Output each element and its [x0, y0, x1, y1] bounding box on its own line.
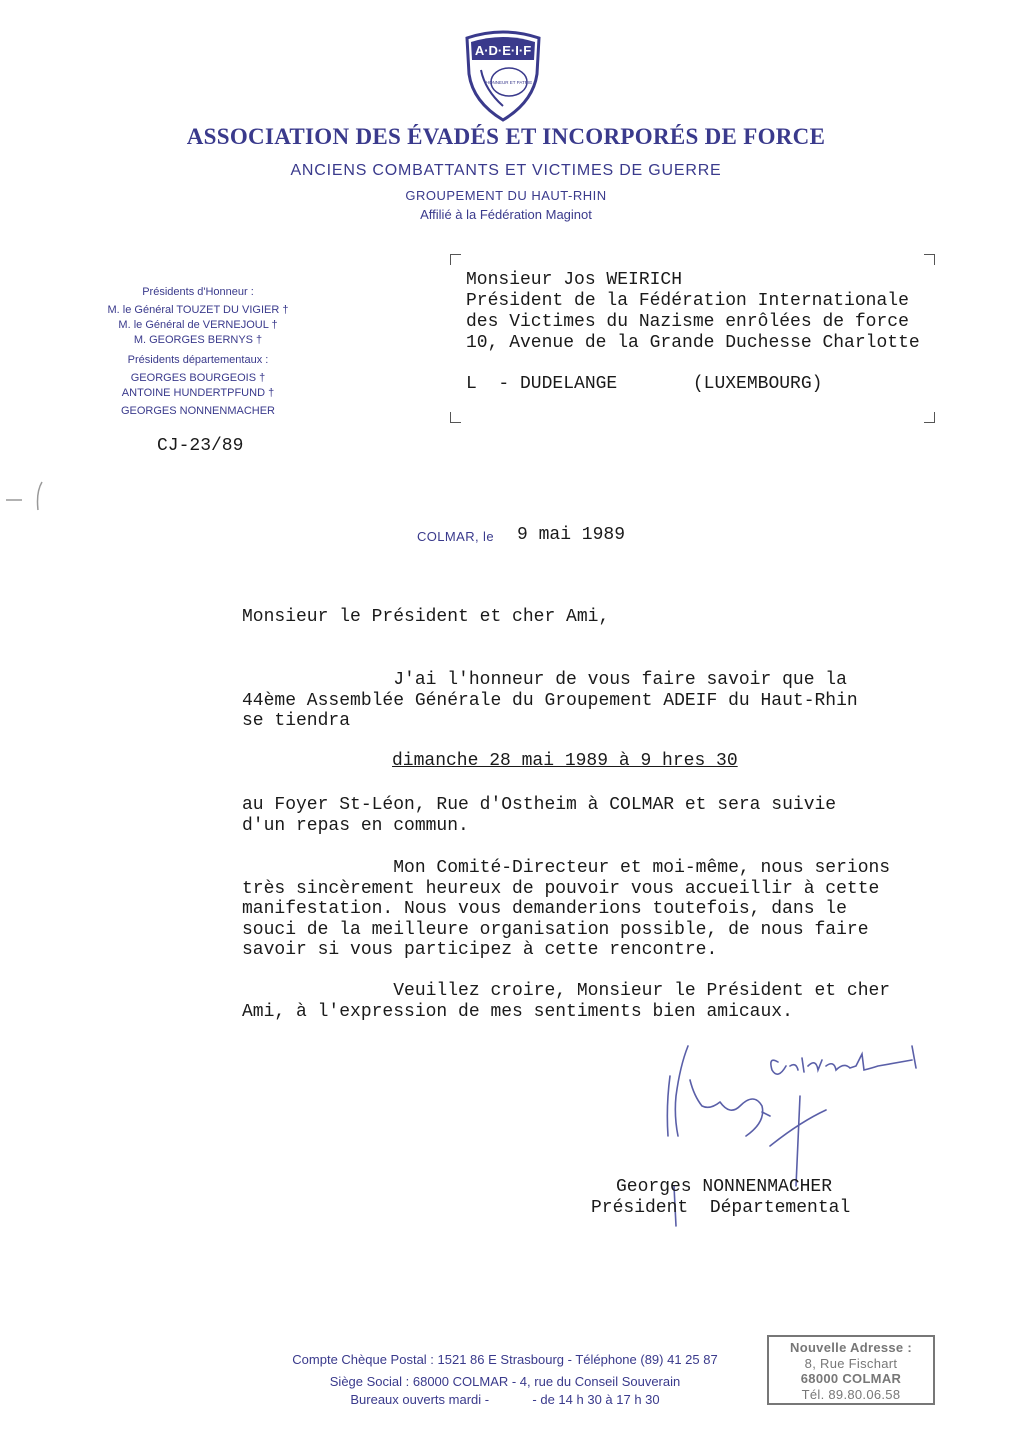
honor-name: M. le Général de VERNEJOUL †	[118, 319, 278, 331]
org-name: ASSOCIATION DES ÉVADÉS ET INCORPORÉS DE FORCE	[186, 124, 826, 149]
honor-name: M. GEORGES BERNYS †	[133, 334, 263, 346]
recipient-line: Monsieur Jos WEIRICH	[466, 270, 683, 290]
honor-presidents-block	[80, 285, 316, 419]
paragraph-3: Mon Comité-Directeur et moi-même, nous serions très sincèrement heureux de pouvoir vous accueillir à cette manifestation. Nous vous demanderions toutefois, dans le souci de la meilleure organisation possible, de nous faire savoir si vous participez à cette rencontre.	[242, 858, 891, 960]
salutation: Monsieur le Président et cher Ami,	[242, 607, 610, 627]
footer-line: Siège Social : 68000 COLMAR - 4, rue du Conseil Souverain	[329, 1374, 681, 1389]
recipient-line: 10, Avenue de la Grande Duchesse Charlotte	[466, 333, 920, 353]
dept-name: ANTOINE HUNDERTPFUND †	[121, 387, 275, 399]
footer-line: Compte Chèque Postal : 1521 86 E Strasbourg - Téléphone (89) 41 25 87	[292, 1352, 718, 1367]
dept-name: GEORGES NONNENMACHER	[120, 405, 276, 417]
recipient-line: des Victimes du Nazisme enrôlées de force	[466, 312, 909, 332]
event-date: dimanche 28 mai 1989 à 9 hres 30	[392, 751, 738, 771]
dept-heading: Présidents départementaux :	[127, 354, 269, 366]
honor-name: M. le Général TOUZET DU VIGIER †	[107, 304, 289, 316]
date-place: COLMAR, le	[417, 529, 494, 544]
stamp-line: Tél. 89.80.06.58	[801, 1386, 901, 1402]
org-subtitle: ANCIENS COMBATTANTS ET VICTIMES DE GUERRE	[290, 162, 722, 179]
stamp-line: 8, Rue Fischart	[804, 1355, 898, 1371]
stamp-line: Nouvelle Adresse :	[790, 1340, 912, 1355]
adeif-logo	[461, 30, 545, 122]
signatory-name: Georges NONNENMACHER	[616, 1177, 833, 1197]
window-corner	[924, 412, 935, 423]
margin-mark	[4, 478, 48, 514]
paragraph-2: au Foyer St-Léon, Rue d'Ostheim à COLMAR et sera suivie d'un repas en commun.	[242, 795, 837, 836]
reference-number: CJ-23/89	[157, 436, 244, 456]
recipient-line: Président de la Fédération Internationale	[466, 291, 909, 311]
stamp-line: 68000 COLMAR	[800, 1371, 902, 1386]
paragraph-1: J'ai l'honneur de vous faire savoir que la 44ème Assemblée Générale du Groupement ADEIF du Haut-Rhin se tiendra	[242, 670, 858, 731]
date-value: 9 mai 1989	[517, 525, 626, 545]
window-corner	[450, 254, 461, 265]
window-corner	[924, 254, 935, 265]
recipient-city: L - DUDELANGE (LUXEMBOURG)	[466, 374, 823, 394]
signatory-title: Président Départemental	[591, 1198, 851, 1218]
footer-line: Bureaux ouverts mardi - - de 14 h 30 à 17 h 30	[350, 1392, 660, 1407]
honor-heading: Présidents d'Honneur :	[142, 286, 254, 298]
new-address-stamp	[767, 1335, 935, 1405]
logo-text: A·D·E·I·F	[474, 43, 532, 58]
org-group: GROUPEMENT DU HAUT-RHIN	[405, 188, 607, 203]
window-corner	[450, 412, 461, 423]
logo-motto: HONNEUR ET PATRIE	[485, 80, 533, 85]
dept-name: GEORGES BOURGEOIS †	[130, 372, 266, 384]
org-affiliation: Affilié à la Fédération Maginot	[420, 207, 592, 222]
closing: Veuillez croire, Monsieur le Président et cher Ami, à l'expression de mes sentiments bien amicaux.	[242, 981, 891, 1022]
